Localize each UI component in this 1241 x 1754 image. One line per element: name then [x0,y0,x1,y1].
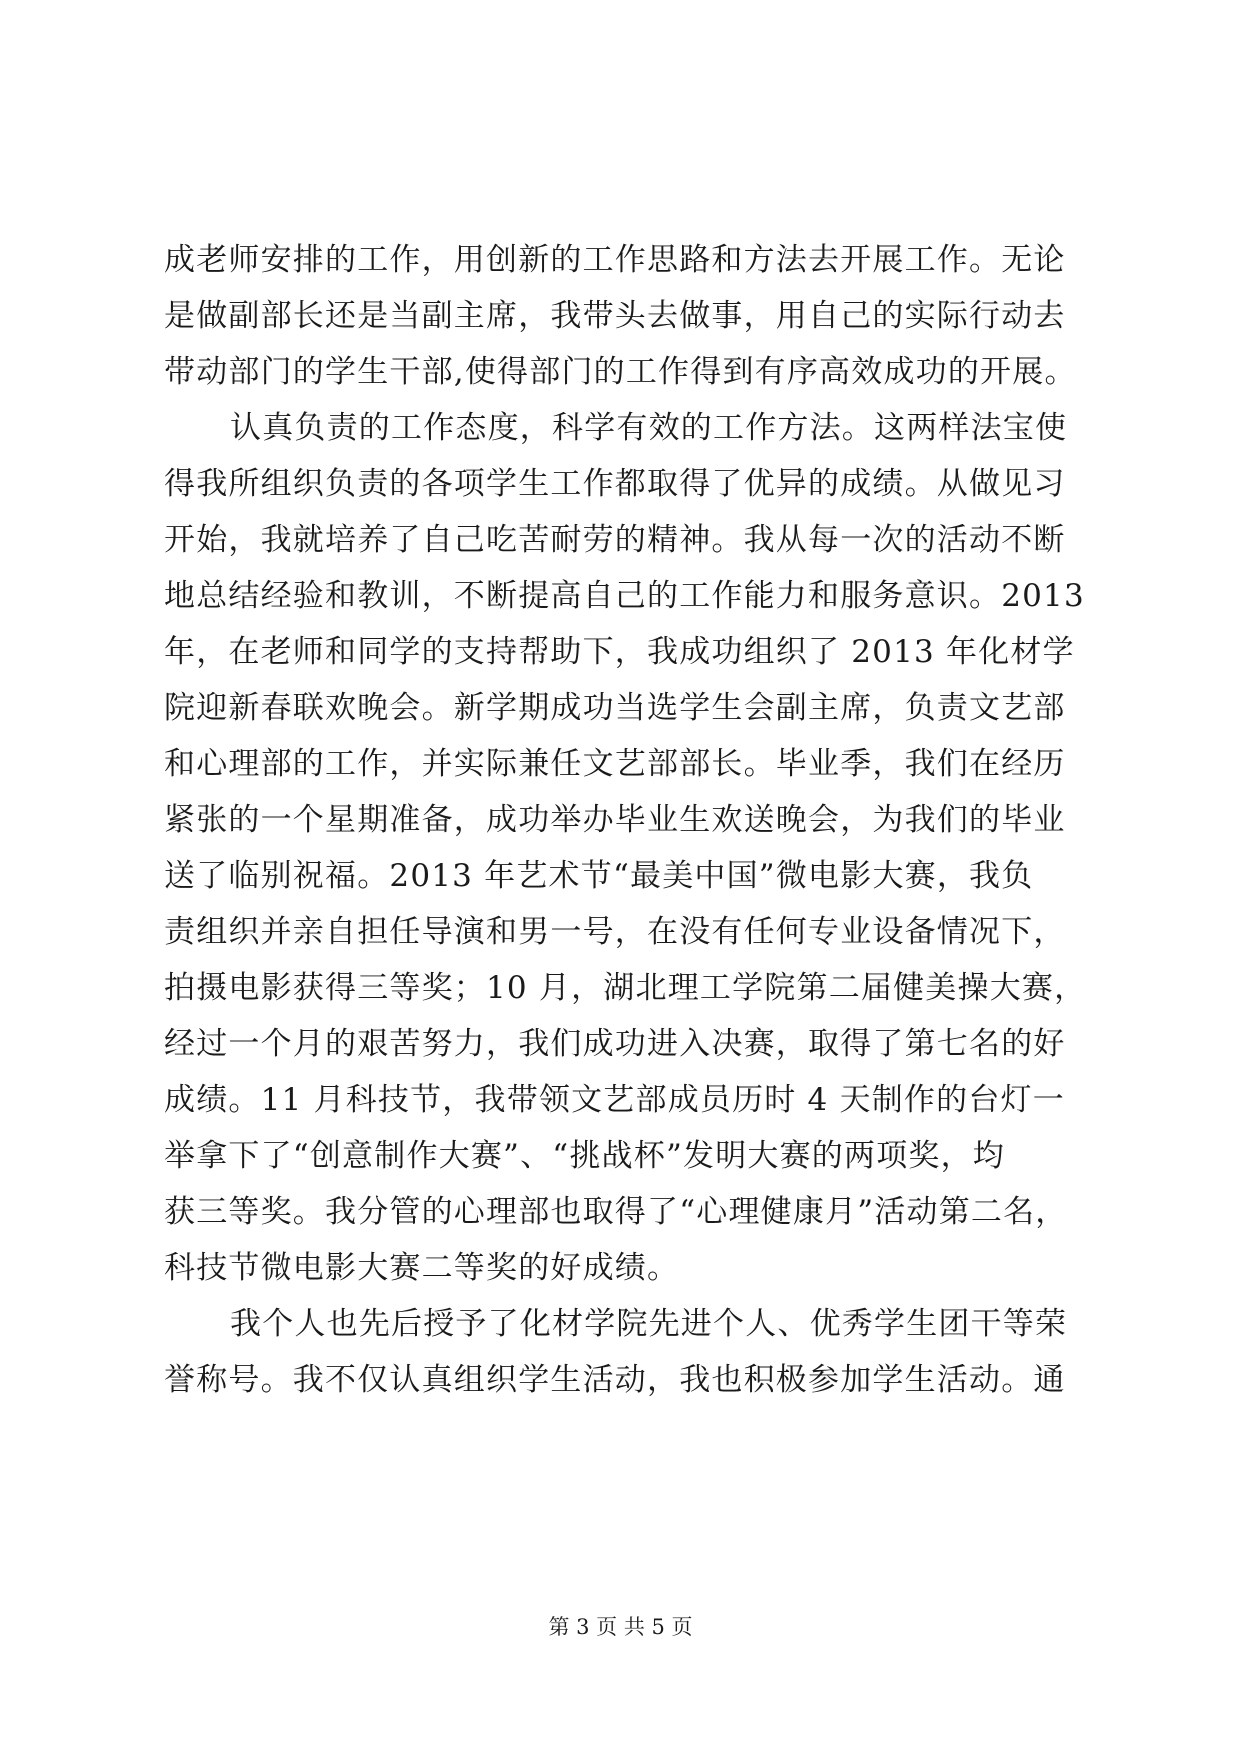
text-line: 院迎新春联欢晚会。新学期成功当选学生会副主席，负责文艺部 [164,690,1066,726]
document-body [164,232,1087,1408]
text-line: 获三等奖。我分管的心理部也取得了“心理健康月”活动第二名， [164,1194,1068,1230]
text-line: 是做副部长还是当副主席，我带头去做事，用自己的实际行动去 [164,298,1066,334]
text-line: 拍摄电影获得三等奖；10 月，湖北理工学院第二届健美操大赛， [164,970,1087,1006]
text-line: 责组织并亲自担任导演和男一号，在没有任何专业设备情况下， [164,914,1066,950]
text-line: 地总结经验和教训，不断提高自己的工作能力和服务意识。2013 [164,578,1085,614]
text-line: 誉称号。我不仅认真组织学生活动，我也积极参加学生活动。通 [164,1362,1066,1398]
paragraph-1 [164,232,1084,400]
text-line: 举拿下了“创意制作大赛”、“挑战杯”发明大赛的两项奖，均 [164,1138,1005,1174]
text-line: 得我所组织负责的各项学生工作都取得了优异的成绩。从做见习 [164,466,1066,502]
text-line: 带动部门的学生干部,使得部门的工作得到有序高效成功的开展。 [164,354,1077,390]
page-number-footer: 第 3 页 共 5 页 [548,1615,693,1639]
text-line: 开始，我就培养了自己吃苦耐劳的精神。我从每一次的活动不断 [164,522,1066,558]
text-line: 紧张的一个星期准备，成功举办毕业生欢送晚会，为我们的毕业 [164,802,1066,838]
text-line: 我个人也先后授予了化材学院先进个人、优秀学生团干等荣 [230,1306,1068,1342]
text-line: 成老师安排的工作，用创新的工作思路和方法去开展工作。无论 [164,242,1066,278]
text-line: 认真负责的工作态度，科学有效的工作方法。这两样法宝使 [230,410,1068,446]
text-line: 送了临别祝福。2013 年艺术节“最美中国”微电影大赛，我负 [164,858,1034,894]
text-line: 经过一个月的艰苦努力，我们成功进入决赛，取得了第七名的好 [164,1026,1066,1062]
paragraph-2 [164,400,1087,1296]
text-line: 科技节微电影大赛二等奖的好成绩。 [164,1250,680,1286]
paragraph-3 [164,1296,1084,1408]
text-line: 成绩。11 月科技节，我带领文艺部成员历时 4 天制作的台灯一 [164,1082,1065,1118]
text-line: 和心理部的工作，并实际兼任文艺部部长。毕业季，我们在经历 [164,746,1066,782]
text-line: 年，在老师和同学的支持帮助下，我成功组织了 2013 年化材学 [164,634,1075,670]
